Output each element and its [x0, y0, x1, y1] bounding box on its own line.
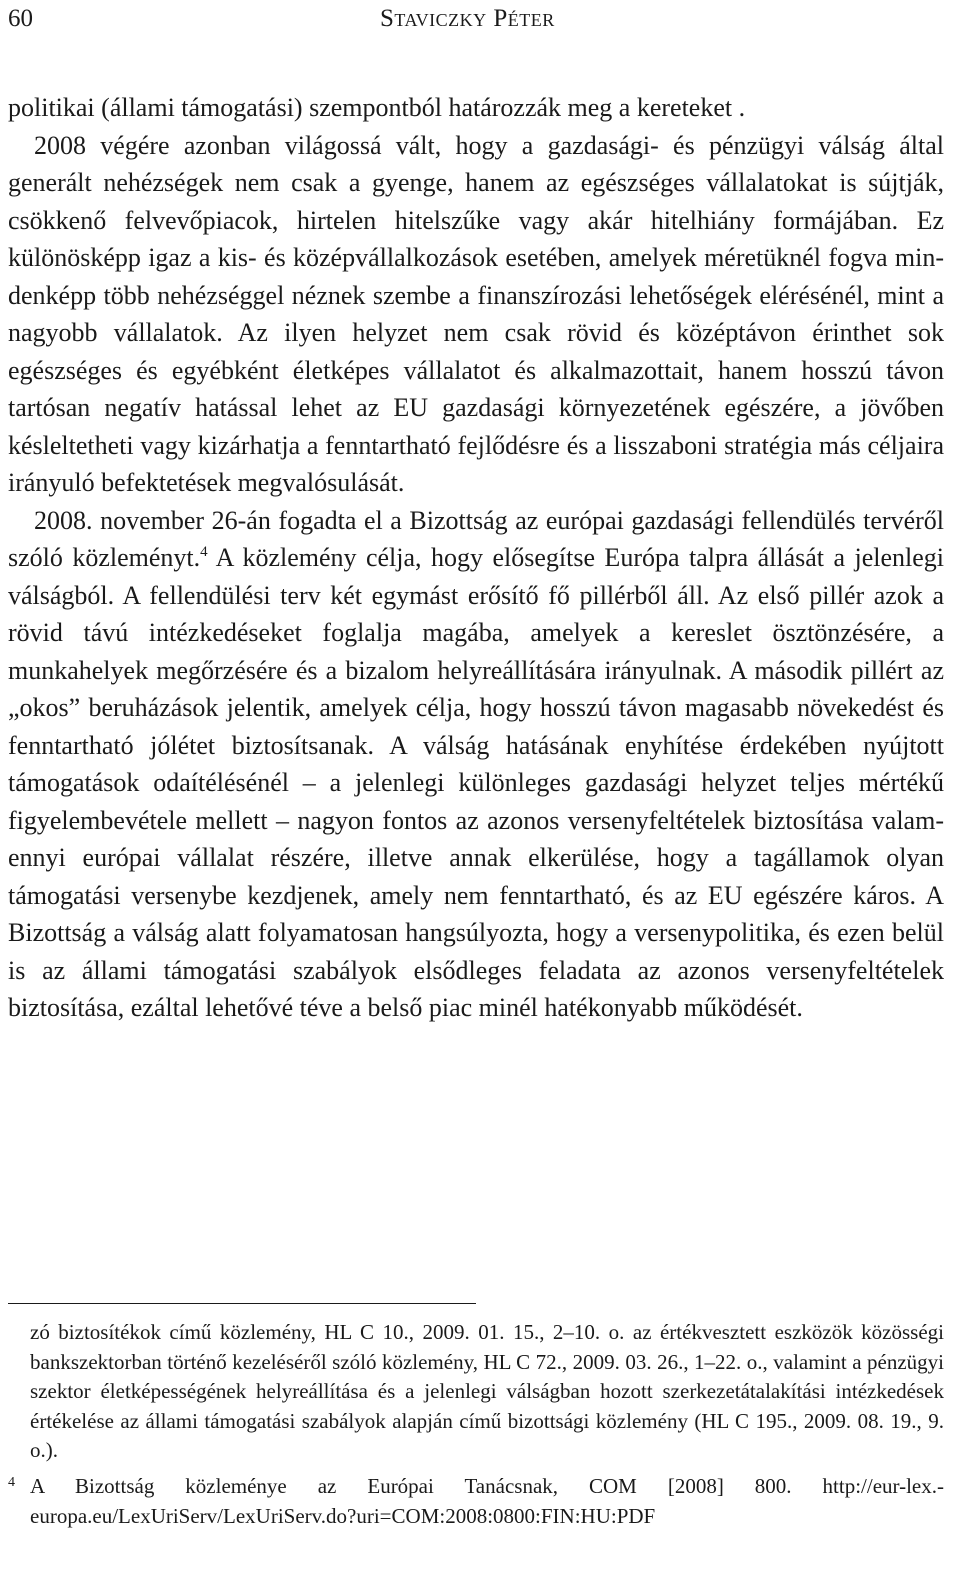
footnote-continuation: zó biztosítékok című közlemény, HL C 10., 2009. 01. 15., 2–10. o. az értékvesztett eszközök közösségi bankszektorban történő kezeléséről szóló közlemény, HL C 72., 2009. 03. 26., 1–22. o., valamint a pénzügyi szektor életképességének helyreállítása és a jelenlegi válságban hozott szerkezetátalakítási intézkedések értékelése az állami támogatási szabályok alapján című bizottsági közlemény (HL C 195., 2009. 08. 19., 9. o.).	[30, 1320, 944, 1463]
document-page	[8, 0, 944, 1587]
paragraph-recovery-plan-rest: A közlemény célja, hogy elősegítse Európa talpra állását a jelenlegi válságból. A fellendülési terv két egymást erősítő fő pillérből áll. Az első pillér azok a rövid távú intézkedéseket foglalja magába, amelyek a kereslet ösztönzésére, a munkahelyek megőrzésére és a bizalom helyreállítására irányulnak. A második pillért az „okos” beruházások jelentik, amelyek célja, hogy hosszú távon magasabb növekedést és fenntartható jólétet biztosítsanak. A válság hatásának enyhítése érdekében nyújtott támogatások odaítélésénél – a jelenlegi különleges gazdasági helyzet teljes mértékű figyelembevétele mellett – nagyon fontos az azonos versenyfeltételek biztosítása valamennyi európai vállalat részére, illetve annak elkerülése, hogy a tagállamok olyan támogatási versenybe kezdjenek, amely nem fenntartható, és az EU egészére káros. A Bizottság a válság alatt folyamatosan hangsúlyozta, hogy a versenypolitika, és ezen belül is az állami támogatási szabályok elsődleges feladata az azonos versenyfeltételek biztosítása, ezáltal lehetővé téve a belső piac minél hatékonyabb működését.	[8, 543, 944, 1022]
paragraph-crisis: 2008 végére azonban világossá vált, hogy a gazdasági- és pénzügyi válság által generált nehézségek nem csak a gyenge, hanem az egészséges vállalatokat is sújtják, csökkenő felvevőpiacok, hirtelen hitelszűke vagy akár hitelhiány formájában. Ez különösképp igaz a kis- és középvállalkozások esetében, amelyek méretüknél fogva mindenképp több nehézséggel néznek szembe a finanszírozási lehetőségek elérésénél, mint a nagyobb vállalatok. Az ilyen helyzet nem csak rövid és középtávon érinthet sok egészséges és egyébként életképes vállalatot és alkalmazottait, hanem hosszú távon tartósan negatív hatással lehet az EU gazdasági környezetének egészére, a jövőben késleltetheti vagy kizárhatja a fenntartható fejlődésre és a lisszaboni stratégia más céljaira irányuló befektetések megvalósulását.	[8, 130, 944, 497]
paragraph-recovery-plan	[8, 502, 944, 1027]
footnotes-section	[8, 1318, 944, 1531]
footnote-number-4: 4	[8, 1474, 15, 1490]
paragraph-recovery-plan-start: 2008. november 26-án fogadta el a Bizottság az európai gazdasági fellendülés tervéről szóló közleményt.	[8, 505, 944, 572]
footnote-4	[8, 1472, 944, 1531]
footnote-4-text[interactable]: A Bizottság közleménye az Európai Tanácsnak, COM [2008] 800. http://eur-lex.europa.eu/LexUriServ/LexUriServ.do?uri=COM:2008:0800:FIN:HU:PDF	[30, 1473, 944, 1528]
body-text	[8, 89, 944, 1027]
paragraph-continuation: politikai (állami támogatási) szempontból határozzák meg a kereteket .	[8, 93, 746, 122]
running-head-author: Staviczky Péter	[380, 5, 555, 32]
footnote-reference-4[interactable]: 4	[200, 544, 208, 560]
page-number: 60	[8, 5, 33, 32]
page-header	[8, 2, 944, 36]
footnote-separator	[8, 1303, 476, 1304]
